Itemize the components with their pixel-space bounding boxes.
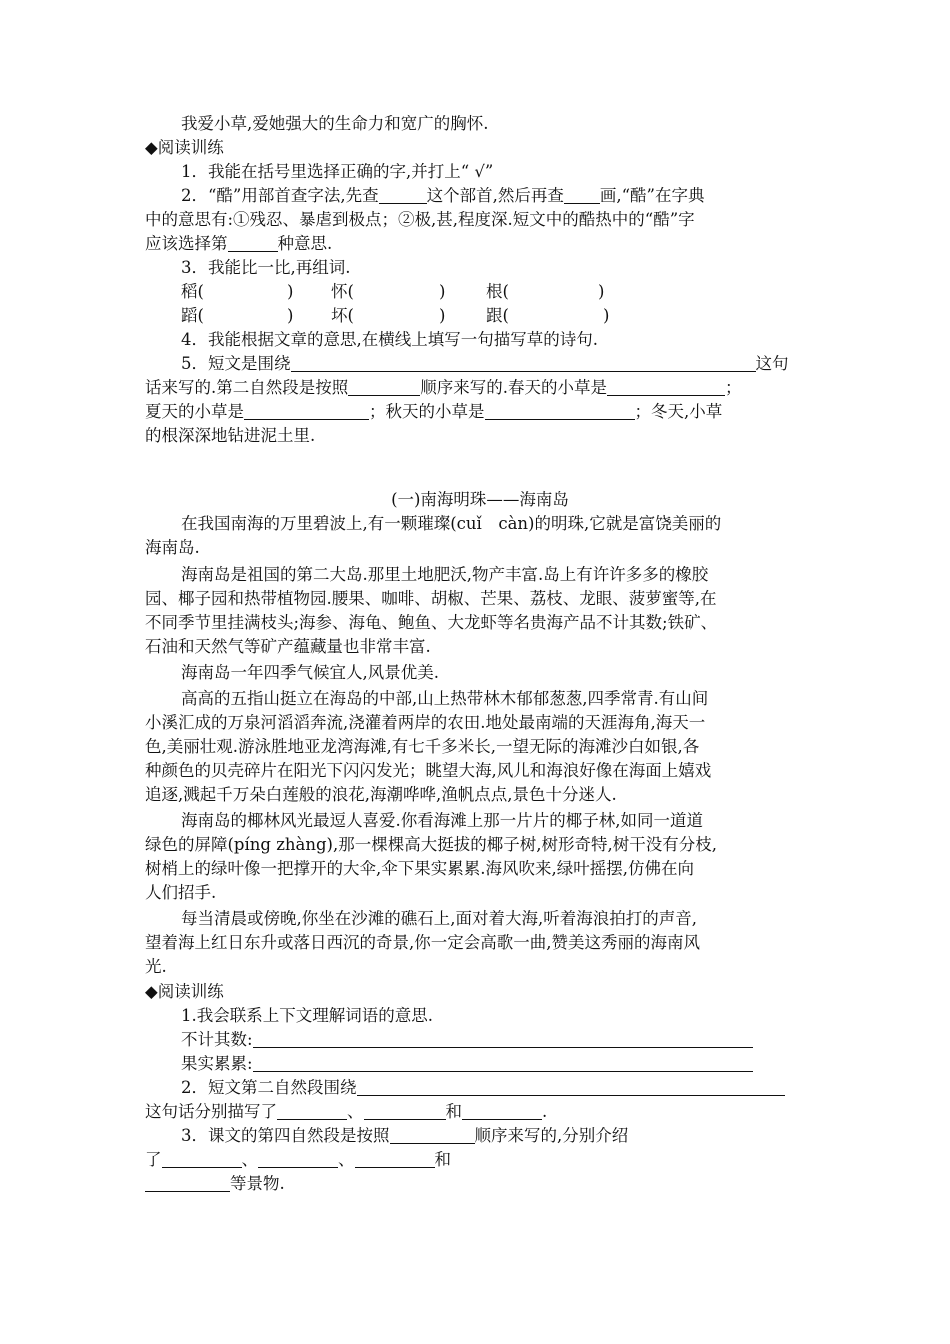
char-huai-open: 怀( — [331, 282, 354, 301]
article-line: 海南岛. — [145, 538, 200, 557]
article-line: 望着海上红日东升或落日西沉的奇景,你一定会高歌一曲,赞美这秀丽的海南风 — [145, 933, 700, 952]
char-dao-close: ) — [287, 282, 294, 301]
char-gen-open: 根( — [486, 282, 509, 301]
q5-blank-order[interactable] — [348, 377, 420, 396]
q2-part2: 这个部首,然后再查 — [426, 186, 564, 205]
char-dao2-close: ) — [287, 306, 294, 325]
q5-blank-central-sentence[interactable] — [291, 353, 756, 372]
char-gen2-open: 跟( — [486, 306, 509, 325]
article-line: 树梢上的绿叶像一把撑开的大伞,伞下果实累累.海风吹来,绿叶摇摆,仿佛在向 — [145, 859, 694, 878]
q5-blank-summer[interactable] — [244, 401, 369, 420]
article-line: 高高的五指山挺立在海岛的中部,山上热带林木郁郁葱葱,四季常青.有山间 — [181, 689, 709, 708]
char-huai2-close: ) — [439, 306, 446, 325]
s1-question-4: 4．我能根据文章的意思,在横线上填写一句描写草的诗句. — [181, 330, 598, 349]
article-title: (一)南海明珠——海南岛 — [391, 490, 569, 509]
q2-blank-radical[interactable] — [379, 185, 427, 204]
q5-e: ； — [725, 378, 742, 397]
q2-blank-meaning[interactable] — [228, 233, 278, 252]
s1-question-5-line4: 的根深深地钻进泥土里. — [145, 426, 316, 445]
q2-part1: 2．“酷”用部首查字法,先查 — [181, 186, 379, 205]
s1-question-5-line3 — [145, 400, 722, 424]
q2-part3: 画,“酷”在字典 — [599, 186, 705, 205]
s2-question-2-line2 — [145, 1100, 547, 1124]
q5-blank-autumn[interactable] — [485, 401, 635, 420]
s2-q2-blank-2[interactable] — [364, 1101, 446, 1120]
word-compare-row-1 — [181, 280, 781, 304]
q5-f: 夏天的小草是 — [145, 402, 244, 421]
s2-q3-blank-order[interactable] — [390, 1125, 475, 1144]
s2-term-1-row — [181, 1028, 753, 1052]
char-gen-close: ) — [598, 282, 605, 301]
s2-question-3-line1 — [181, 1124, 628, 1148]
term-bujiqishu: 不计其数: — [181, 1030, 253, 1049]
article-line: 光. — [145, 957, 167, 976]
q2-line3a: 应该选择第 — [145, 234, 228, 253]
article-line: 绿色的屏障(píng zhàng),那一棵棵高大挺拔的椰子树,树形奇特,树干没有分枝, — [145, 835, 717, 854]
s2-question-2-line1 — [181, 1076, 785, 1100]
s1-question-5-line2 — [145, 376, 742, 400]
q5-h: ；冬天,小草 — [634, 402, 723, 421]
s2-q3-blank-4[interactable] — [145, 1173, 230, 1192]
s2-q3g: 等景物. — [230, 1174, 285, 1193]
s2-q2d: 和 — [445, 1102, 462, 1121]
q2-line3b: 种意思. — [277, 234, 333, 253]
q5-g: ；秋天的小草是 — [369, 402, 485, 421]
s1-question-5-line1 — [181, 352, 789, 376]
s1-question-2-line3 — [145, 232, 332, 256]
s2-q2b: 这句话分别描写了 — [145, 1102, 277, 1121]
s2-question-1: 1.我会联系上下文理解词语的意思. — [181, 1006, 433, 1025]
s2-q3f: 和 — [434, 1150, 451, 1169]
article-line: 海南岛一年四季气候宜人,风景优美. — [181, 663, 439, 682]
s2-q3d: 、 — [241, 1150, 258, 1169]
s2-q2-blank-3[interactable] — [462, 1101, 542, 1120]
s2-q3b: 顺序来写的,分别介绍 — [474, 1126, 629, 1145]
q5-c: 话来写的.第二自然段是按照 — [145, 378, 349, 397]
s2-question-3-line3 — [145, 1172, 285, 1196]
section2-heading: ◆阅读训练 — [145, 982, 224, 1001]
article-line: 人们招手. — [145, 883, 217, 902]
char-huai2-open: 坏( — [331, 306, 354, 325]
article-line: 海南岛是祖国的第二大岛.那里土地肥沃,物产丰富.岛上有许许多多的橡胶 — [181, 565, 709, 584]
s2-q3e: 、 — [338, 1150, 355, 1169]
s2-term-2-row — [181, 1052, 753, 1076]
article-line: 每当清晨或傍晚,你坐在沙滩的礁石上,面对着大海,听着海浪拍打的声音, — [181, 909, 697, 928]
s2-q3-blank-1[interactable] — [162, 1149, 242, 1168]
section1-heading: ◆阅读训练 — [145, 138, 224, 157]
s1-question-2-line1 — [181, 184, 705, 208]
top-sentence: 我爱小草,爱她强大的生命力和宽广的胸怀. — [181, 114, 489, 133]
blank-bujiqishu[interactable] — [253, 1029, 753, 1048]
char-dao-open: 稻( — [181, 282, 204, 301]
s2-q2-blank-1[interactable] — [277, 1101, 347, 1120]
article-line: 石油和天然气等矿产蕴藏量也非常丰富. — [145, 637, 431, 656]
s2-question-3-line2 — [145, 1148, 451, 1172]
s2-q2-blank-sentence[interactable] — [357, 1077, 785, 1096]
s2-q2a: 2．短文第二自然段围绕 — [181, 1078, 357, 1097]
q5-a: 5．短文是围绕 — [181, 354, 291, 373]
q5-d: 顺序来写的.春天的小草是 — [420, 378, 607, 397]
q5-b: 这句 — [755, 354, 789, 373]
blank-guoshileilei[interactable] — [253, 1053, 753, 1072]
s2-q3a: 3．课文的第四自然段是按照 — [181, 1126, 390, 1145]
s2-q2e: . — [542, 1102, 548, 1121]
article-line: 在我国南海的万里碧波上,有一颗璀璨(cuǐ càn)的明珠,它就是富饶美丽的 — [181, 514, 722, 533]
article-line: 小溪汇成的万泉河滔滔奔流,浇灌着两岸的农田.地处最南端的天涯海角,海天一 — [145, 713, 706, 732]
q5-blank-spring[interactable] — [607, 377, 725, 396]
article-line: 海南岛的椰林风光最逗人喜爱.你看海滩上那一片片的椰子林,如同一道道 — [181, 811, 703, 830]
s2-q3c: 了 — [145, 1150, 162, 1169]
s1-question-2-line2: 中的意思有:①残忍、暴虐到极点；②极,甚,程度深.短文中的酷热中的“酷”字 — [145, 210, 695, 229]
article-line: 不同季节里挂满枝头;海参、海龟、鲍鱼、大龙虾等名贵海产品不计其数;铁矿、 — [145, 613, 718, 632]
s2-q3-blank-2[interactable] — [258, 1149, 338, 1168]
s1-question-3: 3．我能比一比,再组词. — [181, 258, 351, 277]
s1-question-1: 1．我能在括号里选择正确的字,并打上“ √” — [181, 162, 494, 181]
s2-q2c: 、 — [347, 1102, 364, 1121]
term-guoshileilei: 果实累累: — [181, 1054, 253, 1073]
article-line: 色,美丽壮观.游泳胜地亚龙湾海滩,有七千多米长,一望无际的海滩沙白如银,各 — [145, 737, 700, 756]
q2-blank-strokes[interactable] — [564, 185, 600, 204]
char-gen2-close: ) — [603, 306, 610, 325]
s2-q3-blank-3[interactable] — [355, 1149, 435, 1168]
article-line: 园、椰子园和热带植物园.腰果、咖啡、胡椒、芒果、荔枝、龙眼、菠萝蜜等,在 — [145, 589, 717, 608]
article-line: 种颜色的贝壳碎片在阳光下闪闪发光；眺望大海,风儿和海浪好像在海面上嬉戏 — [145, 761, 712, 780]
article-line: 追逐,溅起千万朵白莲般的浪花,海潮哗哗,渔帆点点,景色十分迷人. — [145, 785, 617, 804]
word-compare-row-2 — [181, 304, 781, 328]
char-huai-close: ) — [439, 282, 446, 301]
char-dao2-open: 蹈( — [181, 306, 204, 325]
